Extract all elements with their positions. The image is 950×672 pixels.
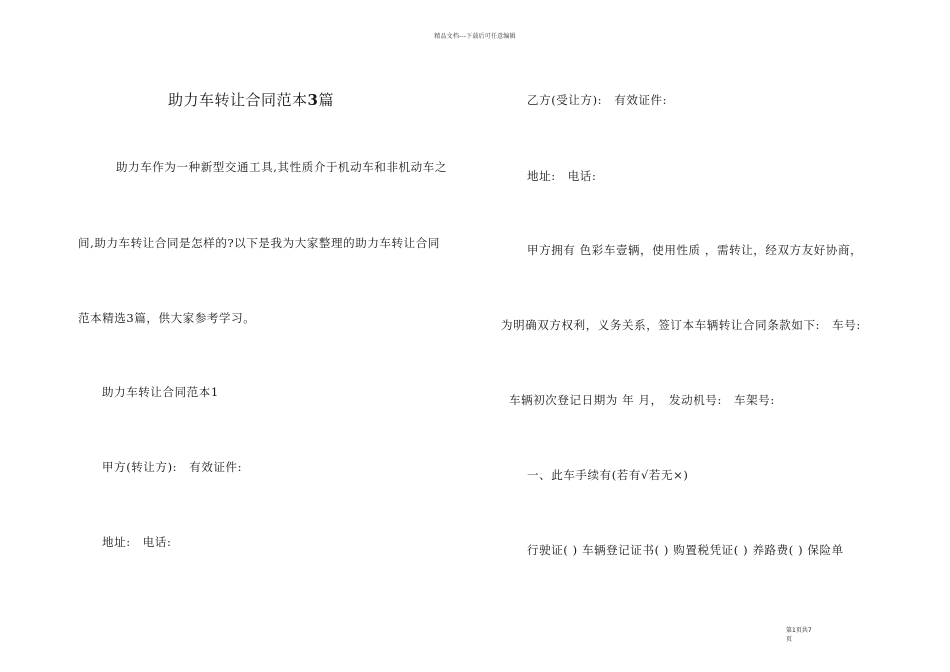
- document-title: [168, 91, 334, 109]
- intro-line-1: 助力车作为一种新型交通工具,其性质介于机动车和非机动车之: [116, 160, 447, 174]
- intro-line-3: 范本精选3篇，供大家参考学习。: [78, 311, 256, 325]
- contract-para-line-2: 为明确双方权利，义务关系，签订本车辆转让合同条款如下: 车号:: [501, 318, 861, 332]
- header-watermark: 精品文档---下载后可任意编辑: [434, 33, 516, 40]
- contract-para-line-1: 甲方拥有 色彩车壹辆，使用性质 ，需转让，经双方友好协商，: [527, 243, 863, 257]
- right-column: [475, 0, 950, 672]
- title-suffix: 篇: [318, 91, 334, 109]
- address-b-line: 地址: 电话:: [527, 169, 597, 183]
- title-number: 3: [307, 91, 319, 109]
- procedures-heading: 一、此车手续有(若有√若无×): [527, 468, 689, 482]
- party-a-line: 甲方(转让方): 有效证件:: [102, 460, 243, 474]
- page-number-line-2: 页: [786, 636, 793, 643]
- page-number-line-1: 第1页共7: [786, 627, 812, 634]
- section-heading: 助力车转让合同范本1: [102, 385, 219, 399]
- contract-para-line-3: 车辆初次登记日期为 年 月， 发动机号: 车架号:: [509, 393, 775, 407]
- address-a-line: 地址: 电话:: [102, 535, 172, 549]
- title-text: 助力车转让合同范本: [168, 91, 308, 109]
- party-b-line: 乙方(受让方): 有效证件:: [527, 93, 668, 107]
- procedures-list: 行驶证( ) 车辆登记证书( ) 购置税凭证( ) 养路费( ) 保险单: [527, 543, 844, 557]
- page-number: [786, 626, 826, 644]
- intro-line-2: 间,助力车转让合同是怎样的?以下是我为大家整理的助力车转让合同: [78, 236, 440, 250]
